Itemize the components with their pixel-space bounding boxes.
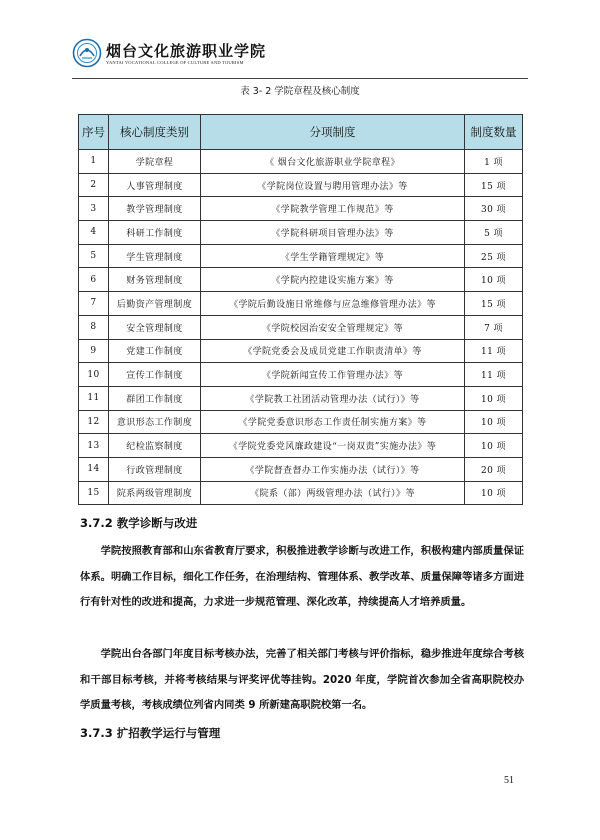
cell-index: 13 bbox=[79, 434, 109, 458]
cell-category: 意识形态工作制度 bbox=[109, 410, 201, 434]
cell-category: 财务管理制度 bbox=[109, 268, 201, 292]
cell-items: 《院系（部）两级管理办法（试行）》等 bbox=[201, 481, 465, 505]
brand-name-cn: 烟台文化旅游职业学院 bbox=[106, 42, 267, 60]
cell-count: 10 项 bbox=[465, 434, 523, 458]
cell-index: 4 bbox=[79, 221, 109, 245]
cell-category: 行政管理制度 bbox=[109, 457, 201, 481]
section-heading-expansion: 3.7.3 扩招教学运行与管理 bbox=[80, 726, 221, 740]
cell-count: 10 项 bbox=[465, 481, 523, 505]
cell-index: 1 bbox=[79, 150, 109, 174]
cell-index: 6 bbox=[79, 268, 109, 292]
cell-category: 安全管理制度 bbox=[109, 315, 201, 339]
cell-index: 9 bbox=[79, 339, 109, 363]
college-logo-icon bbox=[72, 38, 102, 68]
col-header-category: 核心制度类别 bbox=[109, 115, 201, 150]
cell-items: 《 烟台文化旅游职业学院章程》 bbox=[201, 150, 465, 174]
cell-items: 《学院内控建设实施方案》等 bbox=[201, 268, 465, 292]
cell-count: 10 项 bbox=[465, 410, 523, 434]
header-divider bbox=[72, 78, 528, 79]
table-row bbox=[79, 410, 523, 434]
cell-items: 《学院后勤设施日常维修与应急维修管理办法》等 bbox=[201, 292, 465, 316]
col-header-index: 序号 bbox=[79, 115, 109, 150]
cell-count: 11 项 bbox=[465, 363, 523, 387]
cell-count: 7 项 bbox=[465, 315, 523, 339]
paragraph-diagnosis-1: 学院按照教育部和山东省教育厅要求，积极推进教学诊断与改进工作，积极构建内部质量保证体系。明确工作目标，细化工作任务，在治理结构、管理体系、教学改革、质量保障等诸多方面进行有针对性的改进和提高，力求进一步规范管理、深化改革，持续提高人才培养质量。 bbox=[80, 545, 524, 609]
cell-items: 《学院党委会及成员党建工作职责清单》等 bbox=[201, 339, 465, 363]
paragraph-diagnosis-2: 学院出台各部门年度目标考核办法，完善了相关部门考核与评价指标，稳步推进年度综合考核和干部目标考核，并将考核结果与评奖评优等挂钩。2020 年度，学院首次参加全省高职院校办学质量考核，考核成绩位列省内同类 9 所新建高职院校第一名。 bbox=[80, 648, 524, 712]
cell-index: 8 bbox=[79, 315, 109, 339]
cell-count: 30 项 bbox=[465, 197, 523, 221]
cell-count: 10 项 bbox=[465, 386, 523, 410]
cell-count: 25 项 bbox=[465, 244, 523, 268]
cell-items: 《学院教学管理工作规范》等 bbox=[201, 197, 465, 221]
table-row bbox=[79, 244, 523, 268]
cell-category: 后勤资产管理制度 bbox=[109, 292, 201, 316]
cell-category: 学院章程 bbox=[109, 150, 201, 174]
cell-count: 1 项 bbox=[465, 150, 523, 174]
page-number: 51 bbox=[504, 775, 514, 786]
cell-count: 5 项 bbox=[465, 221, 523, 245]
section-heading-diagnosis: 3.7.2 教学诊断与改进 bbox=[80, 516, 198, 530]
table-header-row bbox=[79, 115, 523, 150]
cell-count: 20 项 bbox=[465, 457, 523, 481]
cell-index: 11 bbox=[79, 386, 109, 410]
core-rules-table bbox=[78, 114, 523, 505]
cell-category: 宣传工作制度 bbox=[109, 363, 201, 387]
cell-index: 2 bbox=[79, 173, 109, 197]
cell-category: 学生管理制度 bbox=[109, 244, 201, 268]
table-row bbox=[79, 481, 523, 505]
cell-category: 纪检监察制度 bbox=[109, 434, 201, 458]
col-header-items: 分项制度 bbox=[201, 115, 465, 150]
cell-items: 《学院党委党风廉政建设“一岗双责”实施办法》等 bbox=[201, 434, 465, 458]
table-row bbox=[79, 386, 523, 410]
cell-index: 5 bbox=[79, 244, 109, 268]
cell-category: 院系两级管理制度 bbox=[109, 481, 201, 505]
cell-items: 《学院校园治安安全管理规定》等 bbox=[201, 315, 465, 339]
cell-items: 《学院督查督办工作实施办法（试行）》等 bbox=[201, 457, 465, 481]
cell-items: 《学生学籍管理规定》等 bbox=[201, 244, 465, 268]
brand-name-en: YANTAI VOCATIONAL COLLEGE OF CULTURE AND TOURISM bbox=[106, 60, 244, 65]
table-row bbox=[79, 315, 523, 339]
cell-index: 7 bbox=[79, 292, 109, 316]
table-row bbox=[79, 292, 523, 316]
cell-count: 15 项 bbox=[465, 173, 523, 197]
cell-category: 教学管理制度 bbox=[109, 197, 201, 221]
cell-category: 群团工作制度 bbox=[109, 386, 201, 410]
table-row bbox=[79, 268, 523, 292]
cell-items: 《学院党委意识形态工作责任制实施方案》等 bbox=[201, 410, 465, 434]
cell-category: 人事管理制度 bbox=[109, 173, 201, 197]
cell-index: 12 bbox=[79, 410, 109, 434]
cell-category: 党建工作制度 bbox=[109, 339, 201, 363]
cell-index: 10 bbox=[79, 363, 109, 387]
cell-index: 14 bbox=[79, 457, 109, 481]
cell-index: 15 bbox=[79, 481, 109, 505]
cell-count: 11 项 bbox=[465, 339, 523, 363]
cell-items: 《学院新闻宣传工作管理办法》等 bbox=[201, 363, 465, 387]
cell-index: 3 bbox=[79, 197, 109, 221]
col-header-count: 制度数量 bbox=[465, 115, 523, 150]
table-row bbox=[79, 173, 523, 197]
table-caption: 表 3- 2 学院章程及核心制度 bbox=[240, 86, 360, 97]
cell-count: 10 项 bbox=[465, 268, 523, 292]
cell-items: 《学院教工社团活动管理办法（试行）》等 bbox=[201, 386, 465, 410]
table-row bbox=[79, 457, 523, 481]
table-row bbox=[79, 221, 523, 245]
cell-items: 《学院科研项目管理办法》等 bbox=[201, 221, 465, 245]
table-row bbox=[79, 150, 523, 174]
table-row bbox=[79, 197, 523, 221]
cell-category: 科研工作制度 bbox=[109, 221, 201, 245]
table-row bbox=[79, 434, 523, 458]
cell-count: 15 项 bbox=[465, 292, 523, 316]
page-header bbox=[72, 38, 528, 78]
table-row bbox=[79, 363, 523, 387]
cell-items: 《学院岗位设置与聘用管理办法》等 bbox=[201, 173, 465, 197]
table-row bbox=[79, 339, 523, 363]
